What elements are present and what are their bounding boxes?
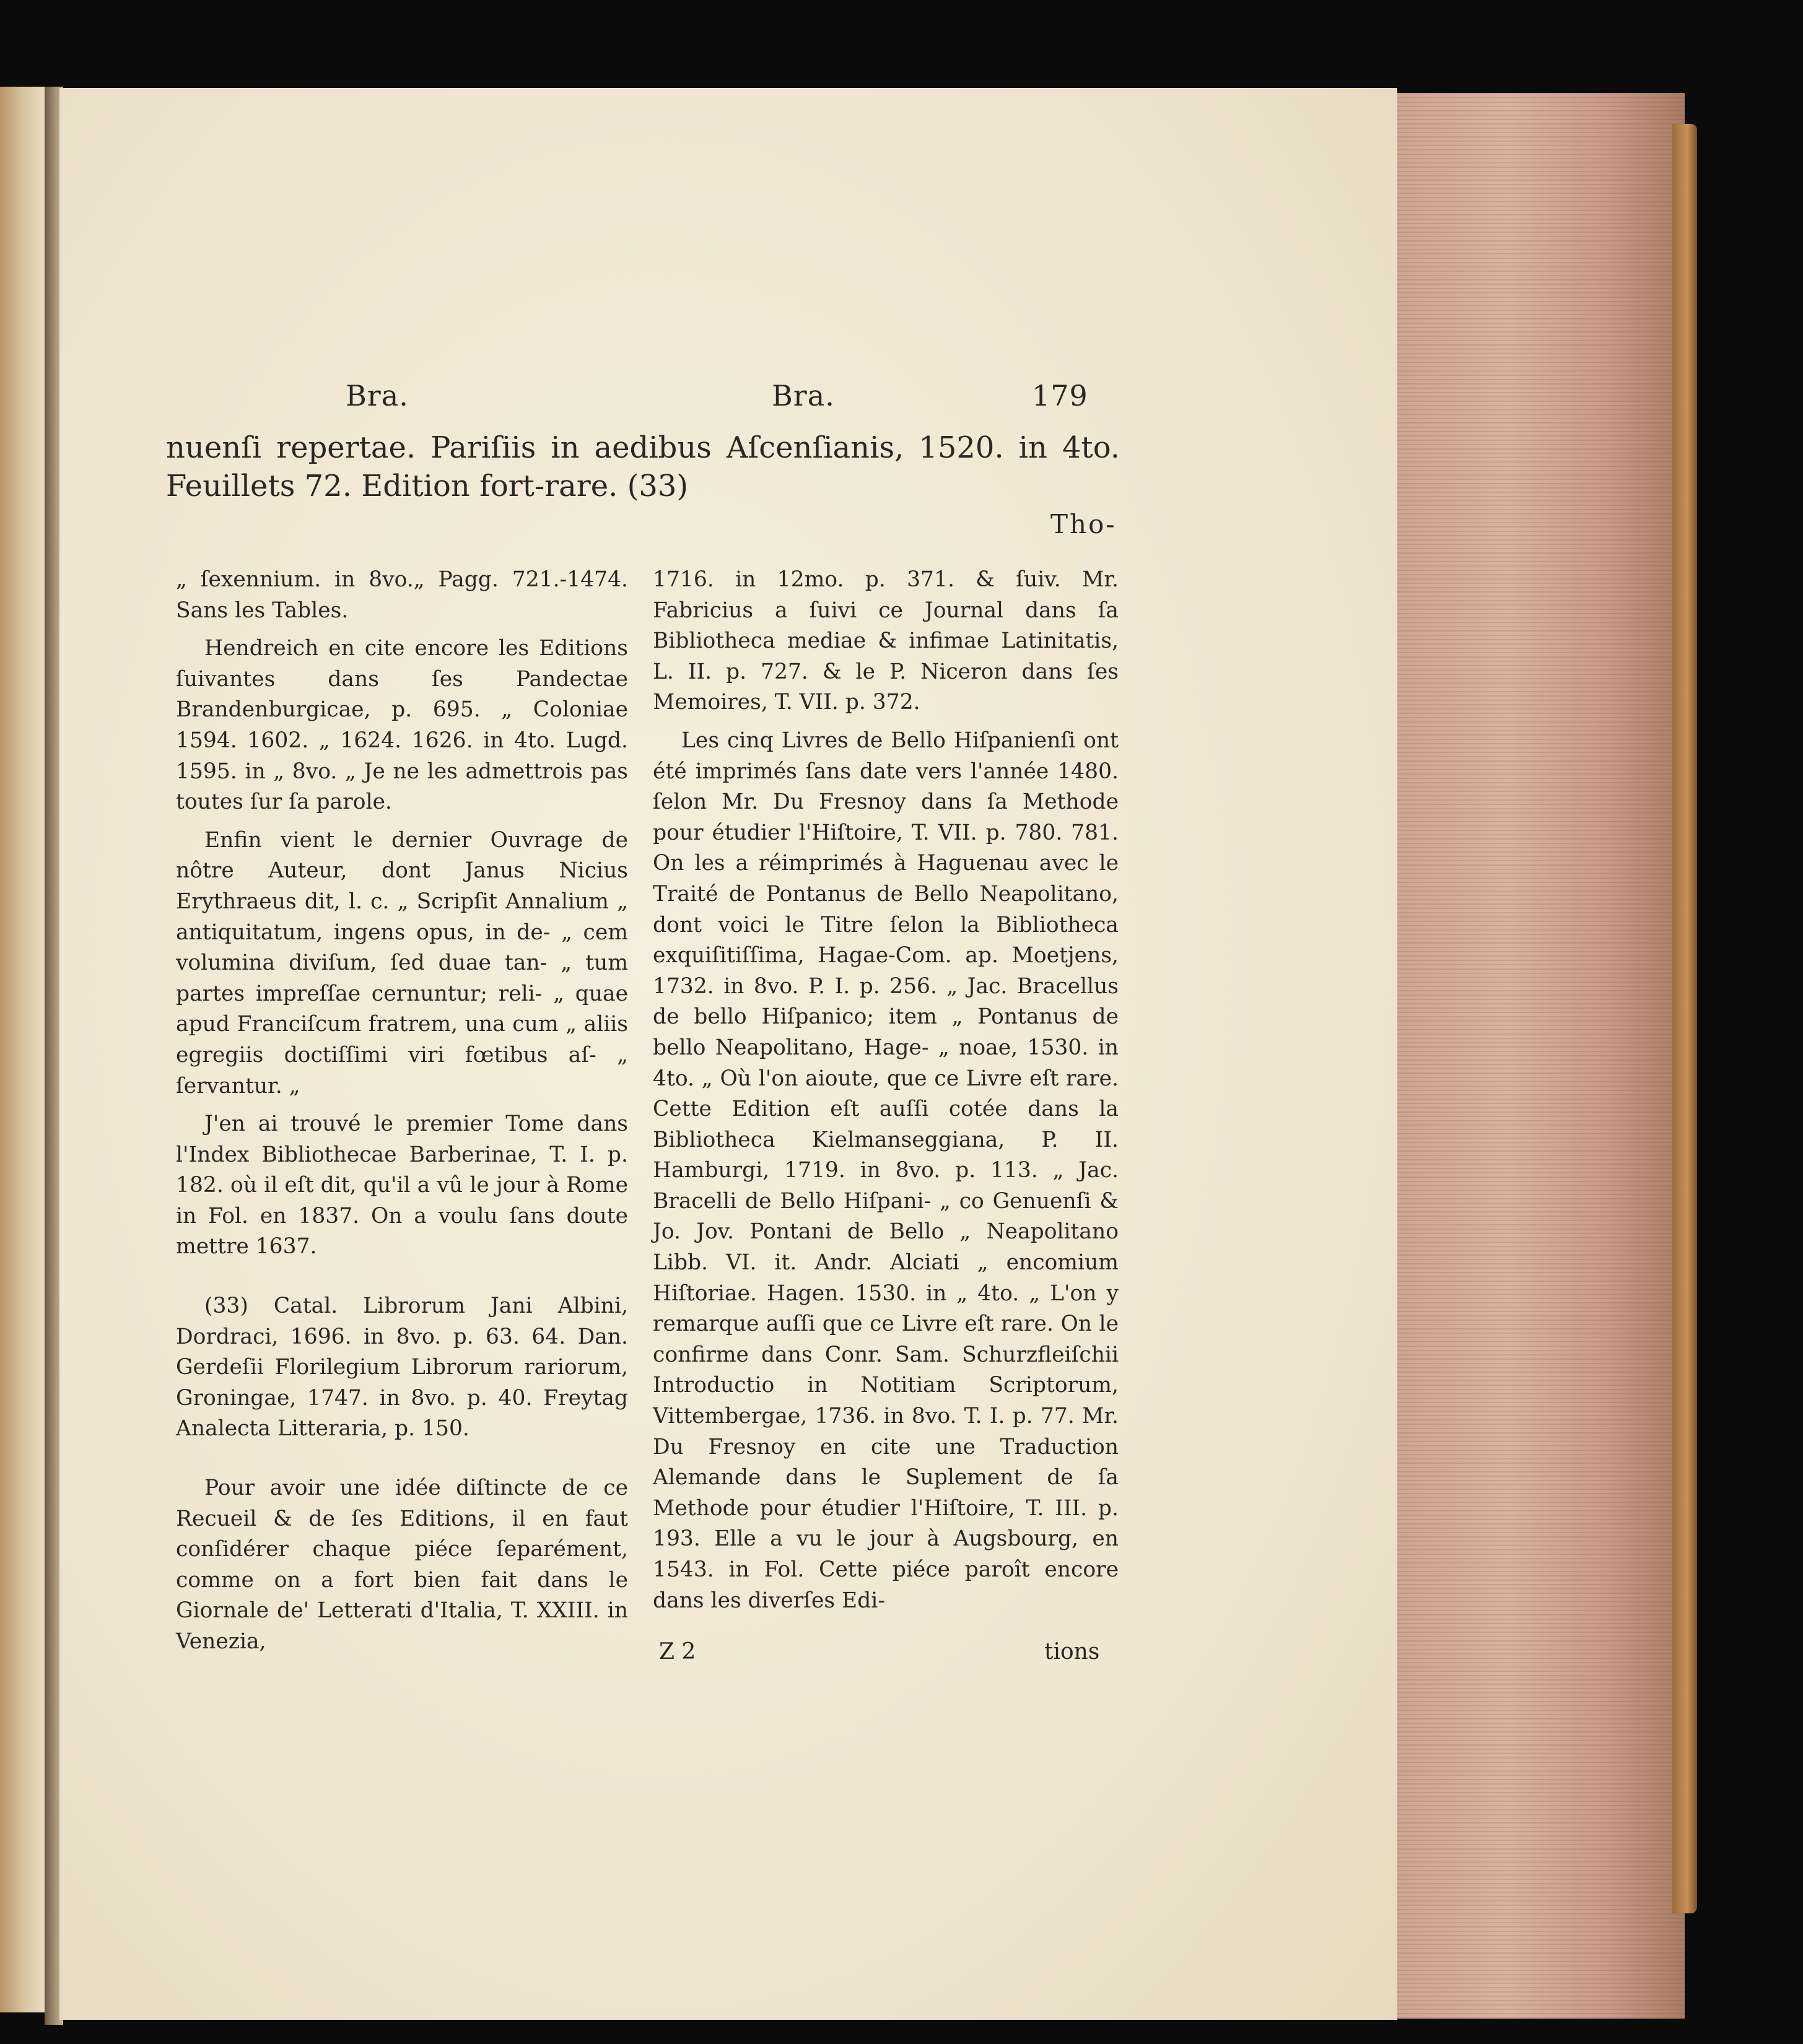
left-page-edge [0, 87, 50, 2012]
signature-mark: Z 2 [659, 1639, 696, 1664]
right-paragraph-2: Les cinq Livres de Bello Hiſpanienſi ont été imprimés ſans date vers l'année 1480. ſelon Mr. Du Fresnoy dans ſa Methode pour étudier l'Hiſtoire, T. VII. p. 780. 781. On les a réimprimés à Haguenau avec le Traité de Pontanus de Bello Neapolitano, dont voici le Titre ſelon la Bibliotheca exquiſitiſſima, Hagae-Com. ap. Moetjens, 1732. in 8vo. P. I. p. 256. „ Jac. Bracellus de bello Hiſpanico; item „ Pontanus de bello Neapolitano, Hage- „ noae, 1530. in 4to. „ Où l'on aioute, que ce Livre eſt rare. Cette Edition eſt auſſi cotée dans la Bibliotheca Kielmanseggiana, P. II. Hamburgi, 1719. in 8vo. p. 113. „ Jac. Bracelli de Bello Hiſpani- „ co Genuenſi & Jo. Jov. Pontani de Bello „ Neapolitano Libb. VI. it. Andr. Alciati „ encomium Hiſtoriae. Hagen. 1530. in „ 4to. „ L'on y remarque auſſi que ce Livre eſt rare. On le confirme dans Conr. Sam. Schurzfleiſchii Introductio in Notitiam Scriptorum, Vittembergae, 1736. in 8vo. T. I. p. 77. Mr. Du Fresnoy en cite une Traduction Alemande dans le Suplement de ſa Methode pour étudier l'Hiſtoire, T. III. p. 193. Elle a vu le jour à Augsbourg, en 1543. in Fol. Cette piéce paroît encore dans les diverſes Edi- [653, 728, 1119, 1613]
running-head-left: Bra. [346, 379, 409, 412]
full-width-line-1: nuenſi repertae. Pariſiis in aedibus Aſcenſianis, 1520. in 4to. [166, 430, 1120, 465]
left-paragraph-2: Hendreich en cite encore les Editions ſuivantes dans ſes Pandectae Brandenburgicae, p. 695. „ Coloniae 1594. 1602. „ 1624. 1626. in 4to. Lugd. 1595. in „ 8vo. „ Je ne les admettrois pas toutes ſur ſa parole. [176, 636, 628, 815]
full-width-text [166, 428, 1120, 505]
footnote-33: (33) Catal. Librorum Jani Albini, Dordraci, 1696. in 8vo. p. 63. 64. Dan. Gerdeſii Florilegium Librorum rariorum, Groningae, 1747. in 8vo. p. 40. Freytag Analecta Litteraria, p. 150. [176, 1294, 628, 1442]
page-fore-edge [1387, 93, 1685, 2019]
page-number: 179 [1032, 379, 1088, 412]
left-column [176, 565, 628, 1665]
catchword-tions: tions [1044, 1639, 1100, 1664]
left-paragraph-4: J'en ai trouvé le premier Tome dans l'Index Bibliothecae Barberinae, T. I. p. 182. où il eſt dit, qu'il a vû le jour à Rome in Fol. en 1837. On a voulu ſans doute mettre 1637. [176, 1111, 628, 1259]
catchword-tho: Tho- [1050, 509, 1117, 539]
right-column [653, 565, 1119, 1624]
right-paragraph-1: 1716. in 12mo. p. 371. & ſuiv. Mr. Fabricius a ſuivi ce Journal dans ſa Bibliotheca mediae & infimae Latinitatis, L. II. p. 727. & le P. Niceron dans ſes Memoires, T. VII. p. 372. [653, 567, 1119, 715]
left-paragraph-6: Pour avoir une idée diſtincte de ce Recueil & de ſes Editions, il en faut conſidérer chaque piéce ſeparément, comme on a fort bien fait dans le Giornale de' Letterati d'Italia, T. XXIII. in Venezia, [176, 1476, 628, 1654]
leather-cover-edge [1672, 124, 1697, 1913]
left-paragraph-3: Enfin vient le dernier Ouvrage de nôtre Auteur, dont Janus Nicius Erythraeus dit, l. c. „ Scripſit Annalium „ antiquitatum, ingens opus, in de- „ cem volumina diviſum, ſed duae tan- „ tum partes impreſſae cernuntur; reli- „ quae apud Franciſcum fratrem, una cum „ aliis egregiis doctiſſimi viri fœtibus aſ- „ ſervantur. „ [176, 827, 628, 1098]
book-page [59, 88, 1397, 2020]
full-width-line-2: Feuillets 72. Edition fort-rare. (33) [166, 469, 689, 503]
left-paragraph-1: „ ſexennium. in 8vo.„ Pagg. 721.-1474. Sans les Tables. [176, 567, 628, 623]
running-head-center: Bra. [772, 379, 835, 412]
